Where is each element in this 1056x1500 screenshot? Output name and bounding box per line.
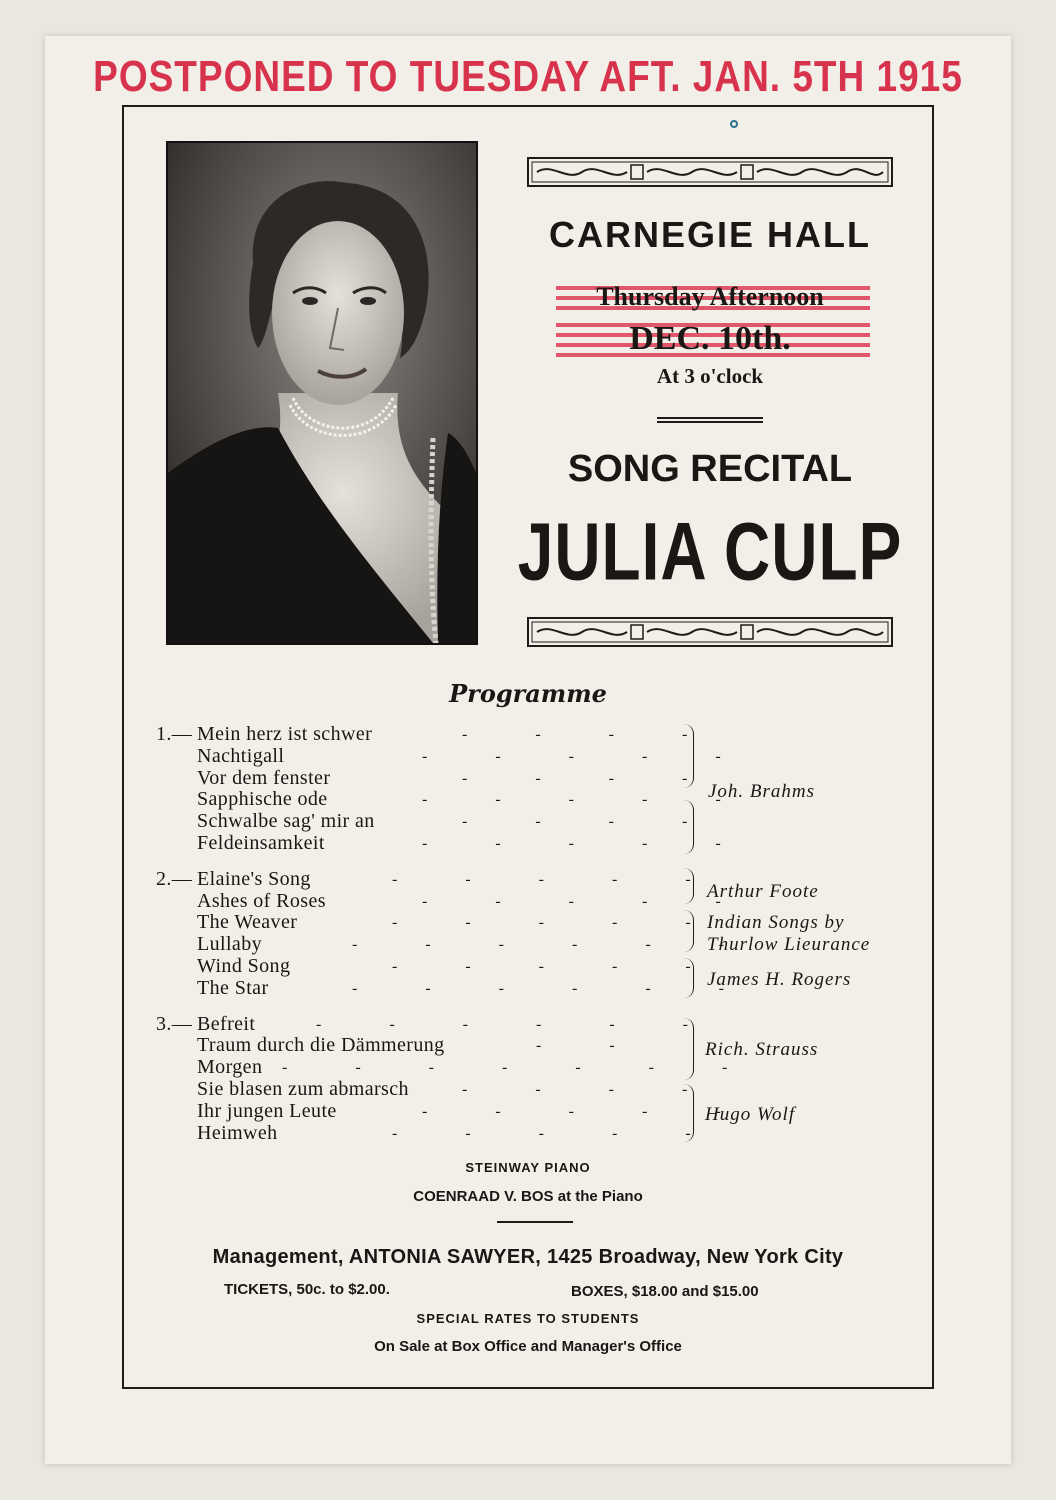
list-item: Sapphische ode - - - - - (197, 788, 721, 811)
brace-group-1a (684, 724, 694, 788)
list-item: The Star - - - - - - (197, 976, 724, 999)
composer-strauss: Rich. Strauss (705, 1039, 819, 1060)
accompanist: COENRAAD V. BOS at the Piano (413, 1188, 643, 1205)
programme-list (150, 723, 728, 1158)
on-sale-note: On Sale at Box Office and Manager's Office (374, 1338, 682, 1355)
postponed-notice: POSTPONED TO TUESDAY AFT. JAN. 5TH 1915 (93, 52, 963, 101)
programme-group-3 (150, 1012, 728, 1145)
programme-group-1 (150, 723, 721, 855)
ornament-bottom (527, 617, 893, 647)
portrait-photo (166, 141, 478, 645)
portrait-illustration (168, 143, 476, 643)
list-item: Traum durch die Dämmerung - - (197, 1034, 615, 1057)
event-type: SONG RECITAL (567, 448, 853, 490)
list-item: The Weaver - - - - - (197, 911, 691, 934)
composer-lieurance-line2: Thurlow Lieurance (707, 934, 871, 955)
list-item: Nachtigall - - - - - (197, 744, 721, 767)
original-day: Thursday Afternoon (596, 282, 824, 311)
list-item: Morgen - - - - - - - (197, 1056, 728, 1079)
list-item: Ihr jungen Leute - - - - - (197, 1099, 721, 1122)
list-item: Schwalbe sag' mir an - - - - (197, 810, 688, 833)
composer-wolf: Hugo Wolf (705, 1104, 796, 1125)
concert-time: At 3 o'clock (656, 364, 764, 388)
programme-title: Programme (449, 679, 607, 708)
ornament-top (527, 157, 893, 187)
list-item: Ashes of Roses - - - - - (197, 889, 721, 912)
footer-rule (497, 1221, 573, 1223)
management: Management, ANTONIA SAWYER, 1425 Broadway, New York City (212, 1246, 844, 1268)
box-prices: BOXES, $18.00 and $15.00 (571, 1283, 759, 1300)
list-item: 2.— Elaine's Song - - - - - (156, 867, 691, 890)
venue-title: CARNEGIE HALL (549, 214, 871, 255)
list-item: Feldeinsamkeit - - - - - (197, 831, 721, 854)
piano-note: STEINWAY PIANO (465, 1160, 591, 1175)
list-item: Vor dem fenster - - - - (197, 766, 688, 789)
double-rule (657, 417, 763, 423)
ticket-prices: TICKETS, 50c. to $2.00. (224, 1281, 390, 1298)
composer-foote: Arthur Foote (707, 881, 819, 902)
composer-rogers: James H. Rogers (707, 969, 852, 990)
brace-group-1b (684, 800, 694, 854)
brace-wolf (684, 1084, 694, 1142)
list-item: Sie blasen zum abmarsch - - - - (197, 1077, 688, 1100)
brace-foote (684, 868, 694, 904)
list-item: 3.— Befreit - - - - - - (156, 1012, 688, 1035)
programme-group-2 (150, 867, 724, 1000)
list-item: 1.— Mein herz ist schwer - - - - (156, 723, 688, 745)
composer-lieurance-line1: Indian Songs by (707, 912, 845, 933)
brace-lieurance (684, 910, 694, 952)
brace-strauss (684, 1018, 694, 1080)
pin-hole (730, 120, 738, 128)
performer-name: JULIA CULP (517, 505, 903, 598)
list-item: Lullaby - - - - - - (197, 933, 724, 956)
list-item: Wind Song - - - - - (197, 954, 691, 977)
original-date: DEC. 10th. (629, 320, 791, 357)
composer-brahms: Joh. Brahms (708, 781, 816, 802)
special-rates: SPECIAL RATES TO STUDENTS (416, 1311, 640, 1326)
brace-rogers (684, 958, 694, 998)
list-item: Heimweh - - - - - (197, 1121, 691, 1144)
